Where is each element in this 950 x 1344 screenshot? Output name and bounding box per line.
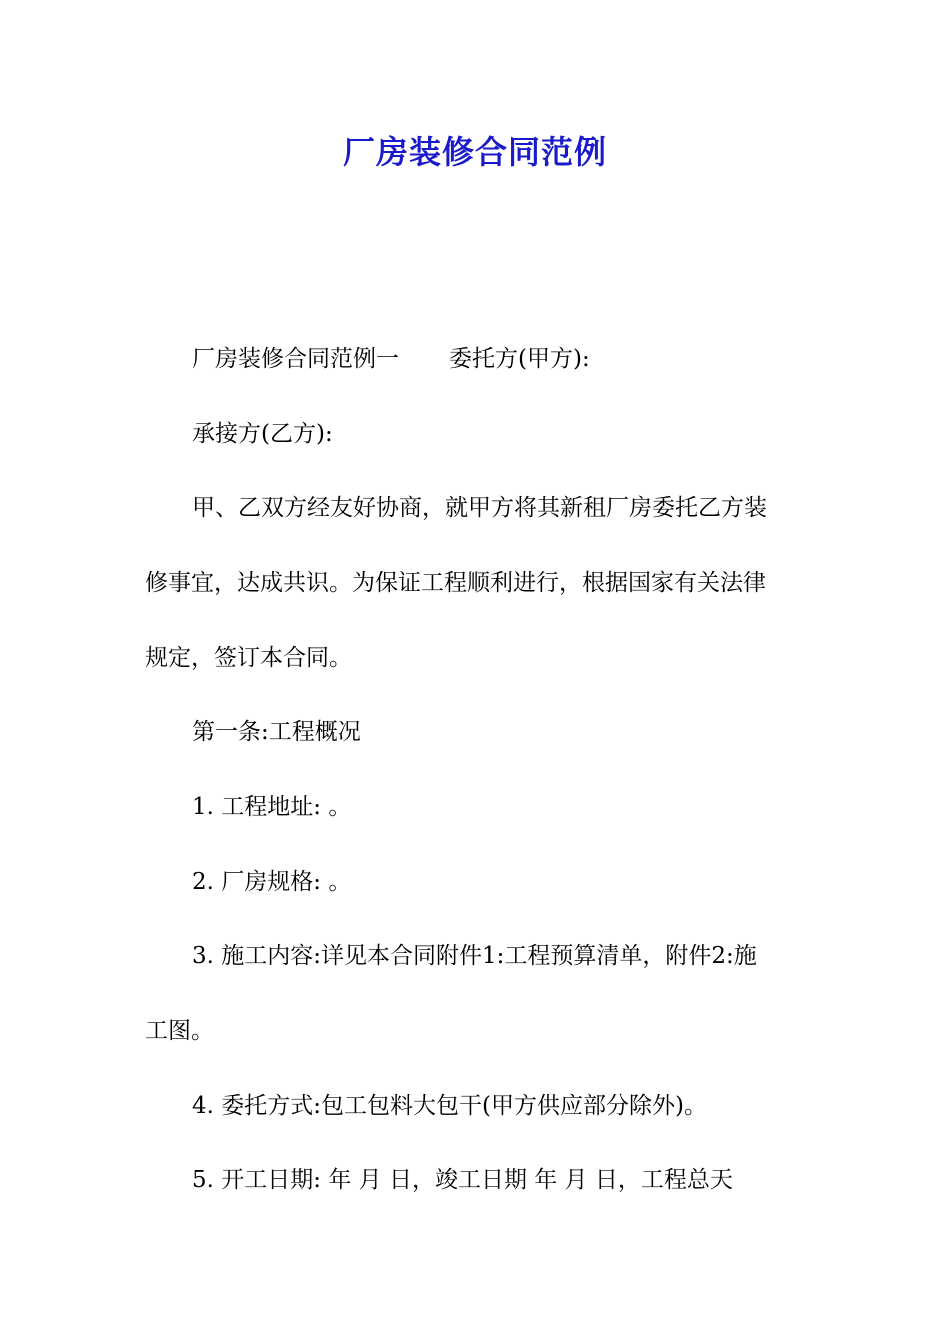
paragraph-line: 规定，签订本合同。 — [145, 645, 352, 671]
list-item: 5. 开工日期: 年 月 日，竣工日期 年 月 日，工程总天 — [192, 1167, 733, 1193]
document-title: 厂房装修合同范例 — [342, 133, 607, 171]
list-item-continuation: 工图。 — [145, 1018, 214, 1044]
party-a-label: 委托方(甲方): — [449, 346, 590, 372]
list-item: 3. 施工内容:详见本合同附件1:工程预算清单，附件2:施 — [192, 943, 757, 969]
article-heading: 第一条:工程概况 — [192, 719, 361, 745]
party-b-label: 承接方(乙方): — [192, 421, 333, 447]
paragraph-line: 修事宜，达成共识。为保证工程顺利进行，根据国家有关法律 — [145, 570, 766, 596]
contract-example-heading-row — [192, 342, 872, 376]
list-item: 4. 委托方式:包工包料大包干(甲方供应部分除外)。 — [192, 1093, 707, 1119]
list-item: 2. 厂房规格: 。 — [192, 869, 352, 895]
list-item: 1. 工程地址: 。 — [192, 794, 352, 820]
paragraph-line: 甲、乙双方经友好协商，就甲方将其新租厂房委托乙方装 — [192, 495, 767, 521]
contract-example-heading: 厂房装修合同范例一 — [192, 346, 399, 372]
